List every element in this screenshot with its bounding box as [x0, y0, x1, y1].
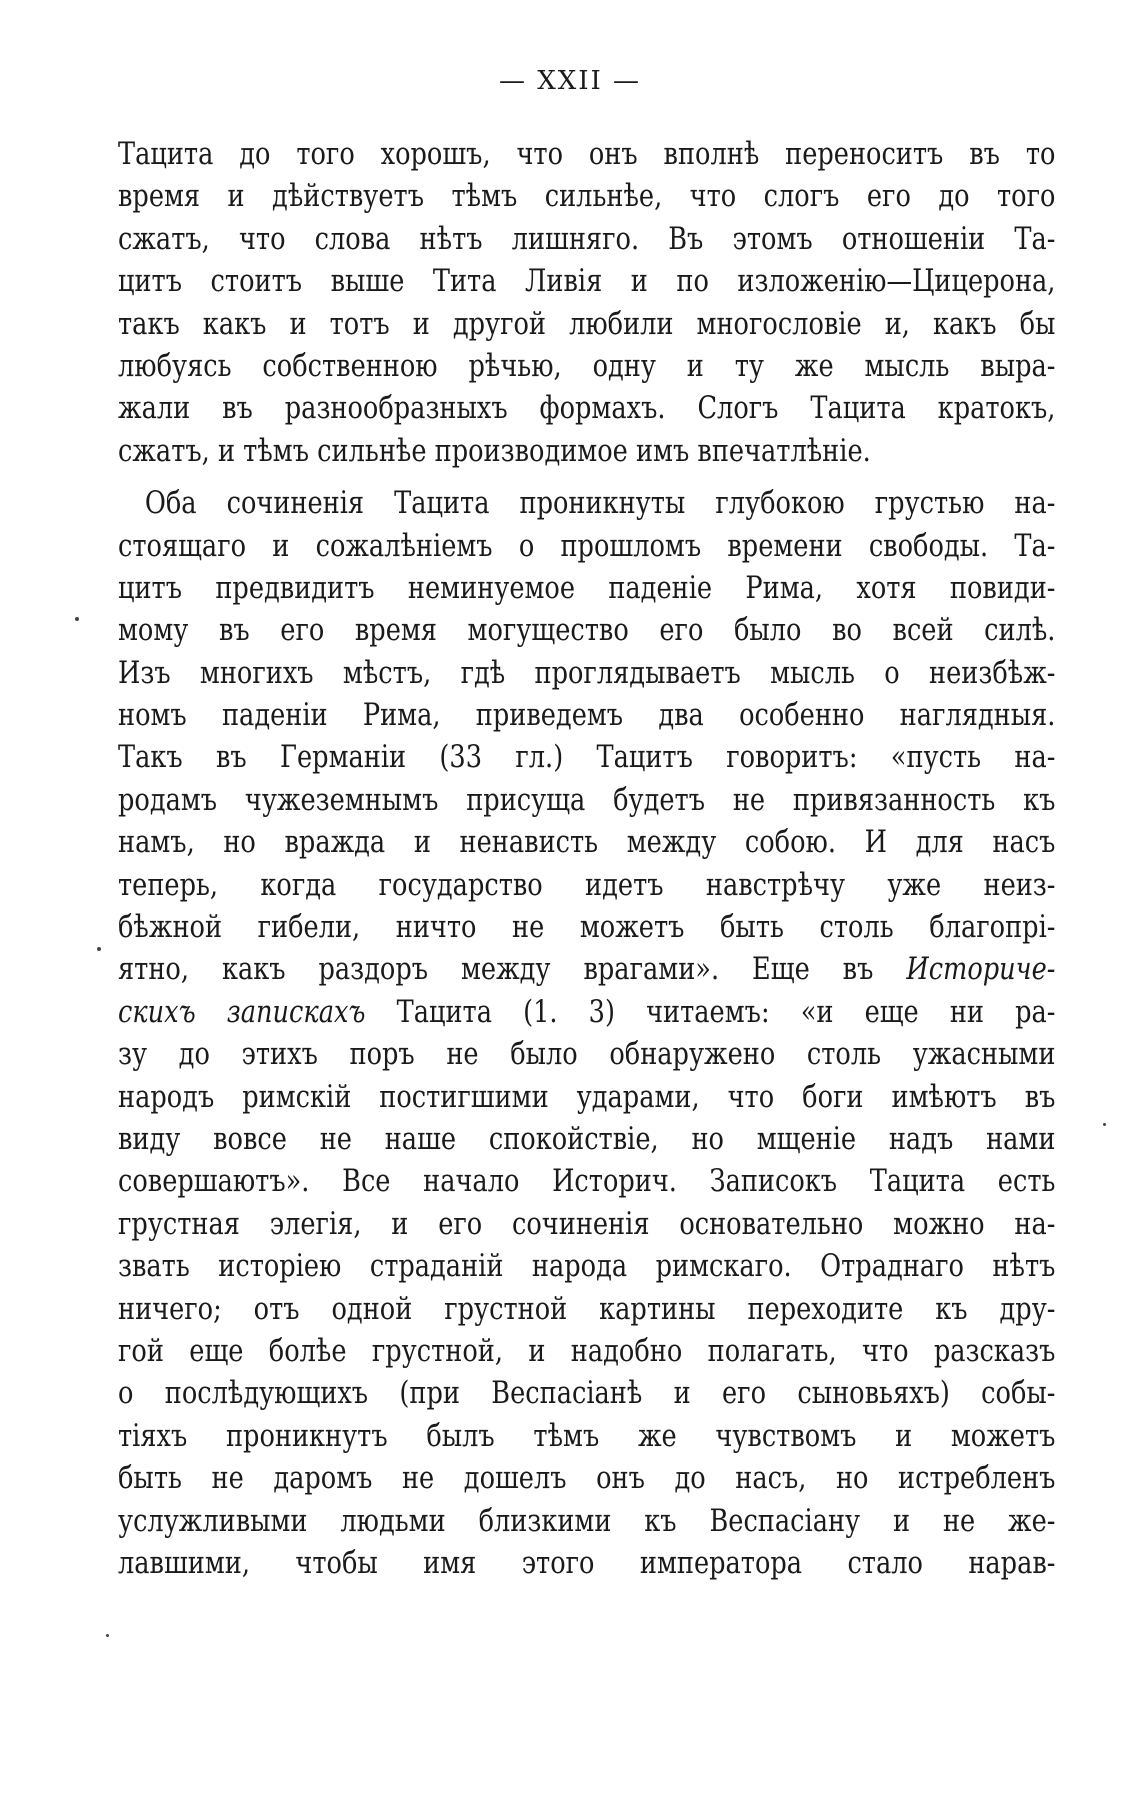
- paragraph-2: [118, 483, 1055, 1585]
- text-line: Оба сочиненія Тацита проникнуты глубокою грустью на-: [144, 486, 1056, 522]
- scan-speck: [106, 1634, 109, 1637]
- text-line: любуясь собственною рѣчью, одну и ту же мысль выра-: [118, 348, 1056, 384]
- text-line: быть не даромъ не дошелъ онъ до насъ, но истребленъ: [118, 1461, 1056, 1497]
- scan-speck: [97, 947, 101, 951]
- text-line: такъ какъ и тотъ и другой любили многословіе и, какъ бы: [118, 306, 1056, 342]
- text-line: виду вовсе не наше спокойствіе, но мщеніе надъ нами: [118, 1121, 1056, 1157]
- text-line: бѣжной гибели, ничто не можетъ быть столь благопрі-: [118, 910, 1056, 946]
- paragraph-1: [118, 134, 1055, 473]
- text-line-with-italic: [118, 949, 1055, 991]
- text-line: родамъ чужеземнымъ присуща будетъ не привязанность къ: [118, 782, 1056, 818]
- text-run: ятно, какъ раздоръ между врагами». Еще въ: [118, 952, 907, 988]
- text-line: гой еще болѣе грустной, и надобно полагать, что разсказъ: [118, 1333, 1056, 1369]
- text-line-with-italic: [118, 992, 1055, 1034]
- text-line: Тацита до того хорошъ, что онъ вполнѣ переноситъ въ то: [118, 137, 1056, 172]
- text-line: сжатъ, и тѣмъ сильнѣе производимое имъ впечатлѣніе.: [118, 433, 871, 469]
- text-line: цитъ стоитъ выше Тита Ливія и по изложенію—Цицерона,: [118, 264, 1056, 300]
- text-run: Тацита (1. 3) читаемъ: «и еще ни ра-: [365, 994, 1056, 1030]
- scan-speck: [75, 617, 79, 621]
- page-number-header: — XXII —: [498, 66, 642, 96]
- italic-title-run: скихъ запискахъ: [118, 994, 366, 1030]
- text-line: услужливыми людьми близкими къ Веспасіану и не же-: [118, 1503, 1056, 1539]
- text-line: лавшими, чтобы имя этого императора стало нарав-: [118, 1545, 1056, 1581]
- text-line: мому въ его время могущество его было во всей силѣ.: [118, 613, 1056, 649]
- paragraph-gap: [118, 473, 1055, 483]
- text-line: номъ паденіи Рима, приведемъ два особенно наглядныя.: [118, 698, 1056, 734]
- scan-speck: [1103, 1123, 1106, 1126]
- text-line: жали въ разнообразныхъ формахъ. Слогъ Тацита кратокъ,: [118, 391, 1056, 427]
- text-line: время и дѣйствуетъ тѣмъ сильнѣе, что слогъ его до того: [118, 179, 1056, 215]
- text-line: намъ, но вражда и ненависть между собою. И для насъ: [118, 825, 1056, 861]
- text-line: теперь, когда государство идетъ навстрѣчу уже неиз-: [118, 867, 1056, 903]
- body-text: [118, 134, 1055, 1585]
- text-line: совершаютъ». Все начало Историч. Записокъ Тацита есть: [118, 1164, 1056, 1200]
- text-line: Изъ многихъ мѣстъ, гдѣ проглядываетъ мысль о неизбѣж-: [118, 655, 1056, 691]
- text-line: тіяхъ проникнутъ былъ тѣмъ же чувствомъ и можетъ: [118, 1418, 1056, 1454]
- text-line: зу до этихъ поръ не было обнаружено столь ужасными: [118, 1037, 1056, 1073]
- text-line: ничего; отъ одной грустной картины переходите къ дру-: [118, 1291, 1056, 1327]
- text-line: Такъ въ Германіи (33 гл.) Тацитъ говоритъ: «пусть на-: [118, 740, 1056, 776]
- text-line: народъ римскій постигшими ударами, что боги имѣютъ въ: [118, 1079, 1056, 1115]
- text-line: цитъ предвидитъ неминуемое паденіе Рима, хотя повиди-: [118, 570, 1056, 606]
- text-line: грустная элегія, и его сочиненія основательно можно на-: [118, 1206, 1056, 1242]
- text-line: о послѣдующихъ (при Веспасіанѣ и его сыновьяхъ) собы-: [118, 1376, 1056, 1412]
- text-line: стоящаго и сожалѣніемъ о прошломъ времени свободы. Та-: [118, 528, 1056, 564]
- italic-title-run: Историче-: [906, 952, 1056, 988]
- text-line: звать исторіею страданій народа римскаго. Отраднаго нѣтъ: [118, 1249, 1056, 1285]
- text-line: сжатъ, что слова нѣтъ лишняго. Въ этомъ отношеніи Та-: [118, 221, 1056, 257]
